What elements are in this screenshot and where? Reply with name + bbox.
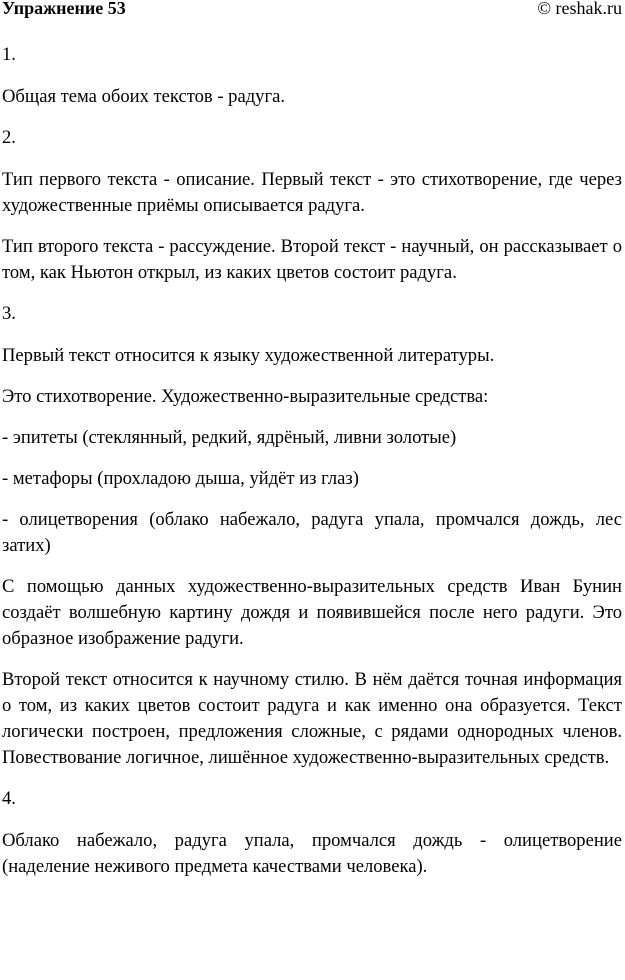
list-item-metaphors: - метафоры (прохладою дыша, уйдёт из глаз) [2, 468, 359, 489]
paragraph-first-text-style: Первый текст относится к языку художественной литературы. [2, 345, 495, 366]
paragraph-second-text-style: Второй текст относится к научному стилю. В нём даётся точная информация о том, из каких цветов состоит радуга и как именно она образуется. Текст логически построен, предложения сложные, с рядами однородных членов. Повествование логичное, лишённое художественно-выразительных средств. [2, 669, 622, 768]
paragraph-bunin: С помощью данных художественно-выразительных средств Иван Бунин создаёт волшебную картину дождя и появившейся после него радуги. Это образное изображение радуги. [2, 576, 622, 649]
page-header [0, 0, 625, 22]
source-watermark: © reshak.ru [537, 0, 622, 18]
paragraph-personification-example: Облако набежало, радуга упала, промчался дождь - олицетворение (наделение неживого предмета качествами человека). [2, 830, 622, 877]
paragraph-poem-means: Это стихотворение. Художественно-выразительные средства: [2, 386, 489, 407]
answer-content [2, 42, 622, 895]
section-number-3: 3. [2, 303, 16, 324]
list-item-epithets: - эпитеты (стеклянный, редкий, ядрёный, ливни золотые) [2, 427, 457, 448]
paragraph-theme: Общая тема обоих текстов - радуга. [2, 86, 286, 107]
section-number-4: 4. [2, 788, 16, 809]
exercise-title: Упражнение 53 [2, 0, 126, 18]
list-item-personifications: - олицетворения (облако набежало, радуга упала, промчался дождь, лес затих) [2, 509, 622, 556]
section-number-1: 1. [2, 44, 16, 65]
section-number-2: 2. [2, 127, 16, 148]
paragraph-first-text-type: Тип первого текста - описание. Первый текст - это стихотворение, где через художественные приёмы описывается радуга. [2, 169, 622, 216]
paragraph-second-text-type: Тип второго текста - рассуждение. Второй текст - научный, он рассказывает о том, как Ньютон открыл, из каких цветов состоит радуга. [2, 236, 622, 283]
